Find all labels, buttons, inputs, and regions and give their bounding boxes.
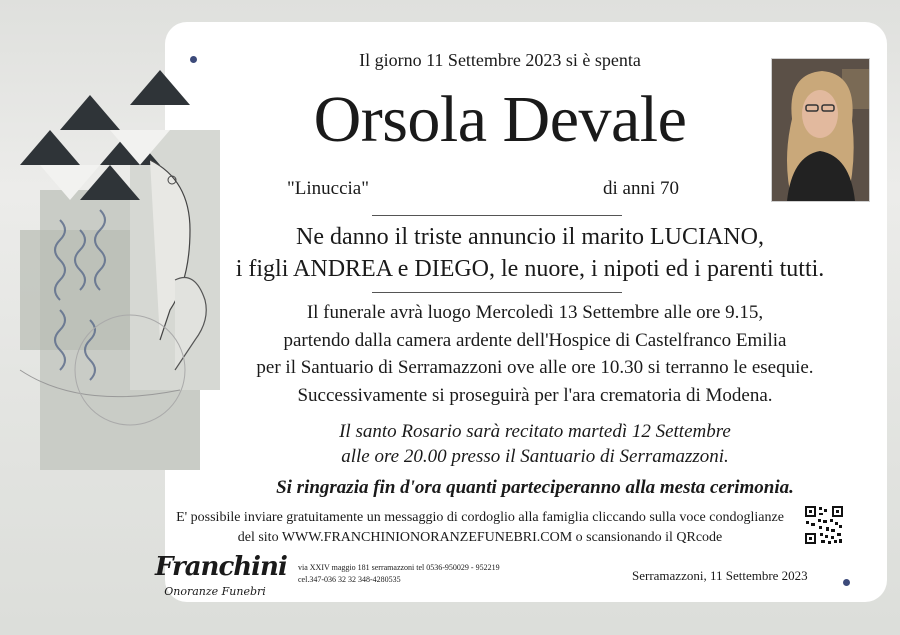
agency-logo: [155, 552, 287, 604]
nickname: "Linuccia": [287, 178, 369, 199]
decorative-dot: [190, 56, 197, 63]
decorative-dot: [843, 579, 850, 586]
intro-text: Il giorno 11 Settembre 2023 si è spenta: [359, 50, 641, 70]
condolence-message-line: E' possibile inviare gratuitamente un messaggio di cordoglio alla famiglia cliccando sulla voce condoglianze: [176, 510, 784, 525]
deceased-photo: [771, 58, 870, 202]
funeral-line: Il funerale avrà luogo Mercoledì 13 Settembre alle ore 9.15,: [306, 302, 764, 323]
logo-sub-text: Onoranze Funebri: [164, 585, 266, 598]
agency-address: via XXIV maggio 181 serramazzoni tel 0536-950029 - 952219: [298, 563, 500, 572]
logo-main-text: Franchini: [155, 552, 287, 582]
funeral-line: per il Santuario di Serramazzoni ove alle ore 10.30 si terranno le esequie.: [256, 357, 814, 378]
rosary-line: alle ore 20.00 presso il Santuario di Serramazzoni.: [341, 446, 729, 467]
agency-phones: cel.347-036 32 32 348-4280535: [298, 575, 401, 584]
deceased-name: Orsola Devale: [313, 83, 687, 156]
rosary-line: Il santo Rosario sarà recitato martedì 12 Settembre: [339, 421, 731, 442]
thanks-text: Si ringrazia fin d'ora quanti parteciperanno alla mesta cerimonia.: [276, 477, 794, 498]
place-date: Serramazzoni, 11 Settembre 2023: [632, 568, 808, 583]
divider: [372, 215, 622, 216]
funeral-line: partendo dalla camera ardente dell'Hospice di Castelfranco Emilia: [283, 330, 787, 351]
condolence-message-line: del sito WWW.FRANCHINIONORANZEFUNEBRI.COM o scansionando il QRcode: [237, 530, 723, 545]
qr-code-icon[interactable]: [804, 505, 844, 545]
funeral-line: Successivamente si proseguirà per l'ara crematoria di Modena.: [297, 385, 773, 406]
announcement-line: i figli ANDREA e DIEGO, le nuore, i nipoti ed i parenti tutti.: [235, 256, 825, 282]
divider: [372, 292, 622, 293]
announcement-line: Ne danno il triste annuncio il marito LUCIANO,: [296, 224, 764, 250]
age-text: di anni 70: [603, 178, 679, 199]
